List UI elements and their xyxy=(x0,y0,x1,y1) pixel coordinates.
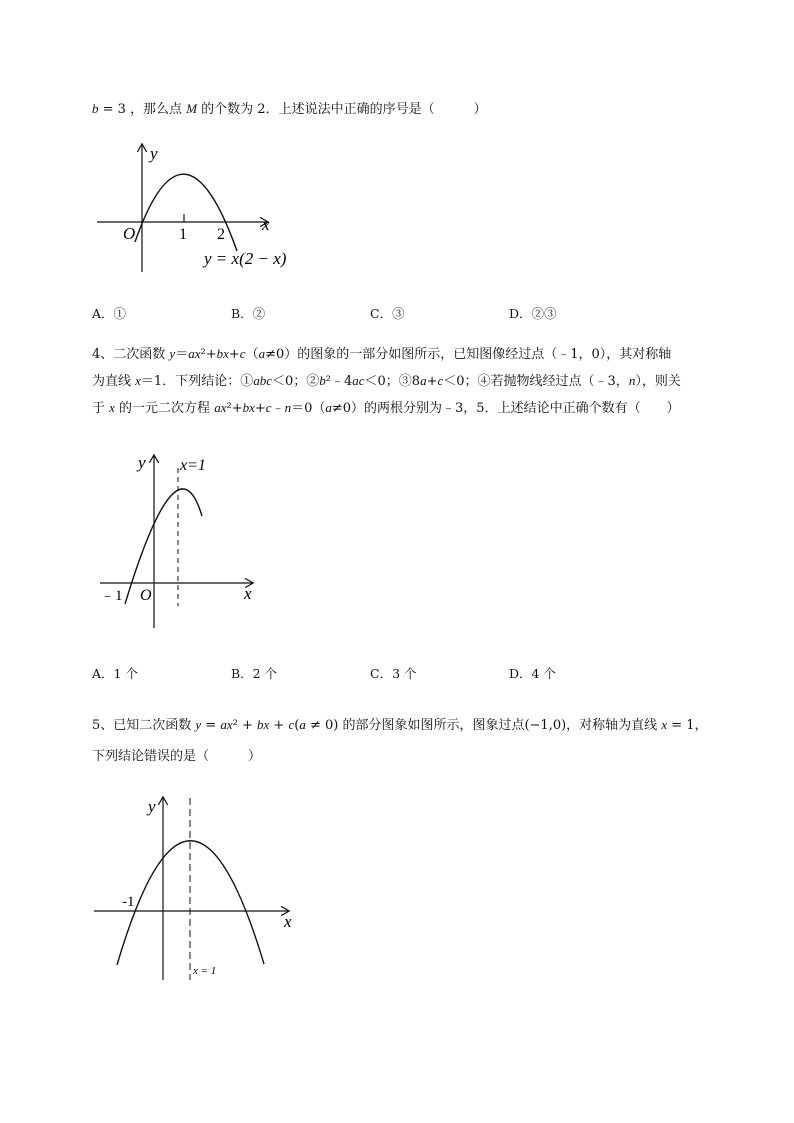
q4-option-a[interactable]: A．1 个 xyxy=(92,666,138,681)
q5-graph xyxy=(92,790,312,990)
math-var: n xyxy=(628,373,636,388)
q5-line-1 xyxy=(92,716,708,735)
q3-tail-text xyxy=(92,100,487,119)
text-run: ²﹣4 xyxy=(325,374,353,389)
text-run: 下列结论错误的是（ ） xyxy=(92,749,262,764)
q4-graph xyxy=(92,448,272,638)
text-run: + xyxy=(269,718,289,733)
math-var: c xyxy=(288,717,295,732)
tick-1-label: 1 xyxy=(179,226,187,243)
neg-one-label: -1 xyxy=(122,894,135,910)
text-run: ＜0；② xyxy=(271,374,320,389)
text-run: ≠0）的两根分别为﹣3，5．上述结论中正确个数有（ ） xyxy=(331,401,680,416)
text-run: + xyxy=(426,374,438,389)
symmetry-label: x = 1 xyxy=(193,965,217,977)
y-axis-label: y xyxy=(138,453,146,472)
math-var: y xyxy=(195,717,202,732)
q3-option-a[interactable]: A．① xyxy=(92,306,127,321)
math-var: abc xyxy=(253,373,272,388)
q4-line-1 xyxy=(92,345,671,364)
q4-line-2 xyxy=(92,372,681,391)
x-axis-label: x xyxy=(244,584,252,603)
text-run: = xyxy=(201,718,221,733)
text-run: ），则关 xyxy=(635,374,681,389)
q3-option-c[interactable]: C．③ xyxy=(370,306,405,321)
text-run: ≠ 0) 的部分图象如图所示，图象过点(−1,0)，对称轴为直线 xyxy=(305,718,662,733)
text-run: = 3 ，那么点 xyxy=(98,102,187,117)
math-var: x xyxy=(109,400,115,415)
q3-option-d[interactable]: D．②③ xyxy=(509,306,557,321)
math-var: c xyxy=(437,373,444,388)
neg-one-label: ﹣1 xyxy=(100,588,123,604)
text-run: ＝ xyxy=(175,347,189,362)
text-run: 的个数为 2．上述说法中正确的序号是（ ） xyxy=(197,102,487,117)
math-var: x xyxy=(661,717,668,732)
text-run: + xyxy=(254,401,266,416)
text-run: + xyxy=(205,347,217,362)
q4-option-d[interactable]: D．4 个 xyxy=(509,666,556,681)
symmetry-label: x=1 xyxy=(180,457,206,474)
text-run: ² xyxy=(200,347,206,362)
math-var: ax xyxy=(188,346,201,361)
text-run: 为直线 xyxy=(92,374,136,389)
math-var: x xyxy=(135,373,141,388)
math-var: b xyxy=(319,373,326,388)
math-var: c xyxy=(265,400,272,415)
text-run: + xyxy=(228,347,240,362)
math-var: a xyxy=(420,373,427,388)
math-var: a xyxy=(325,400,332,415)
q5-line-2 xyxy=(92,748,261,766)
text-run: 5、已知二次函数 xyxy=(92,718,196,733)
formula-label: y = x(2 − x) xyxy=(204,249,287,268)
math-var: b xyxy=(92,101,99,116)
text-run: ＜0；③8 xyxy=(364,374,421,389)
text-run: 于 xyxy=(92,401,110,416)
text-run: 的一元二次方程 xyxy=(114,401,215,416)
text-run: ＜0；④若抛物线经过点（﹣3， xyxy=(443,374,629,389)
math-var: bx xyxy=(257,717,270,732)
math-var: a xyxy=(258,346,266,361)
math-var: c xyxy=(239,346,246,361)
y-axis-label: y xyxy=(148,797,156,816)
tick-2-label: 2 xyxy=(217,226,225,243)
origin-label: O xyxy=(140,587,152,604)
math-var: ax xyxy=(214,400,227,415)
text-run: ≠0）的图象的一部分如图所示，已知图像经过点（﹣1，0），其对称轴 xyxy=(265,347,672,362)
math-var: M xyxy=(186,101,198,116)
text-run: （ xyxy=(245,347,259,362)
math-var: bx xyxy=(216,346,229,361)
q3-option-b[interactable]: B．② xyxy=(231,306,266,321)
y-axis-label: y xyxy=(150,144,158,163)
math-var: ac xyxy=(352,373,365,388)
text-run: + xyxy=(231,401,243,416)
origin-label: O xyxy=(123,224,136,243)
text-run: ＝0（ xyxy=(291,401,326,416)
math-var: ax xyxy=(220,717,233,732)
parabola-curve xyxy=(125,489,202,604)
text-run: ² + xyxy=(232,718,258,733)
x-axis-label: x xyxy=(262,215,270,234)
math-var: n xyxy=(284,400,292,415)
math-var: a xyxy=(299,717,306,732)
text-run: ＝1．下列结论：① xyxy=(140,374,254,389)
text-run: ² xyxy=(226,401,232,416)
text-run: = 1， xyxy=(667,718,708,733)
text-run: ( xyxy=(294,718,300,733)
x-axis-label: x xyxy=(284,912,292,931)
q4-option-c[interactable]: C．3 个 xyxy=(370,666,417,681)
text-run: 4、二次函数 xyxy=(92,347,170,362)
text-run: ﹣ xyxy=(271,401,285,416)
math-var: bx xyxy=(242,400,255,415)
q3-graph xyxy=(92,140,292,280)
q4-option-b[interactable]: B．2 个 xyxy=(231,666,278,681)
math-var: y xyxy=(169,346,176,361)
q4-line-3 xyxy=(92,399,680,418)
